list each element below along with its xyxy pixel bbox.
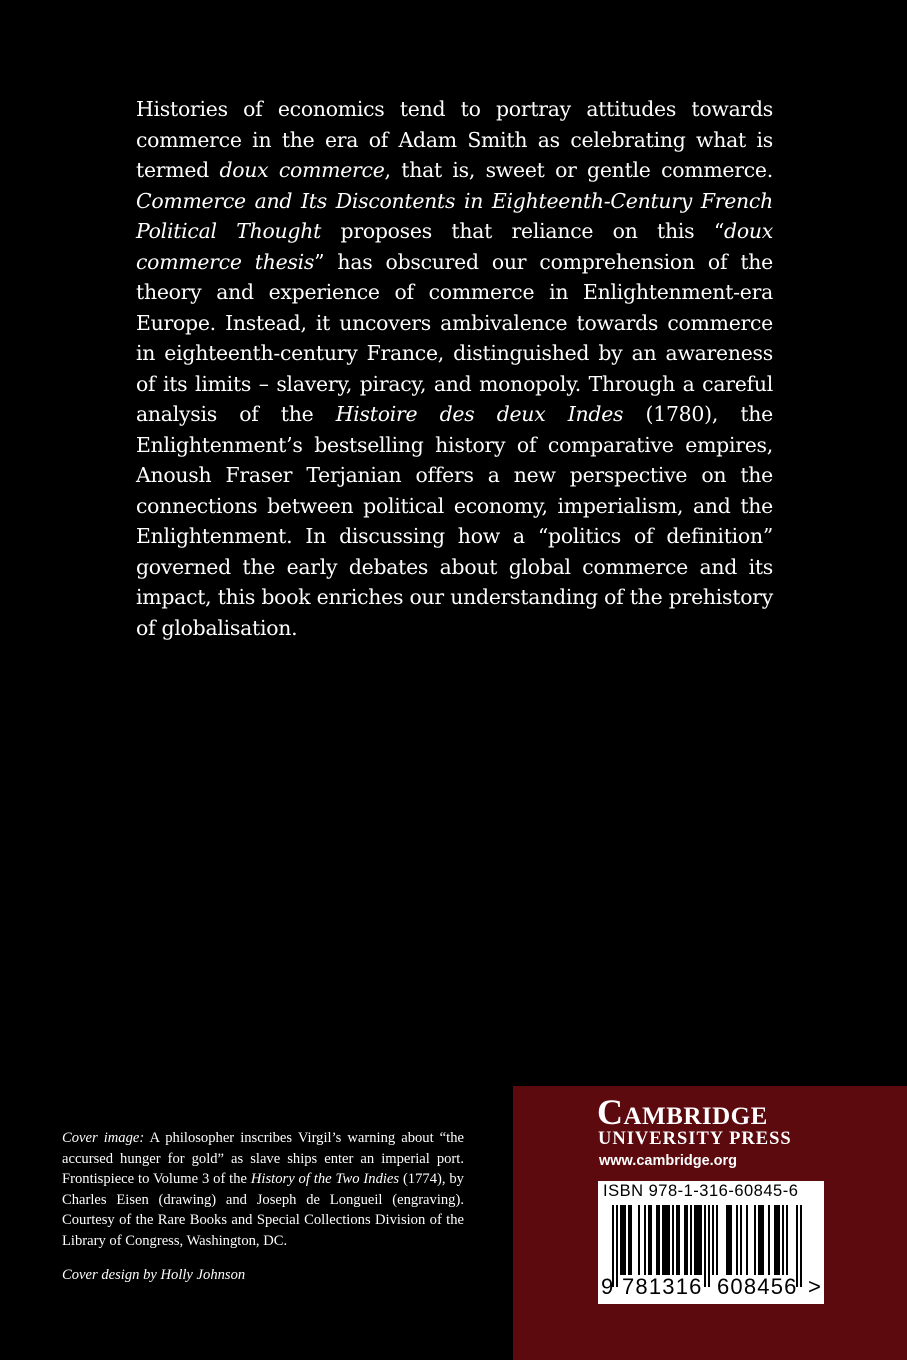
barcode-bar	[762, 1205, 764, 1275]
barcode-bar	[620, 1205, 622, 1275]
barcode-bar	[716, 1205, 718, 1275]
barcode-bar	[696, 1205, 698, 1275]
barcode-bar	[708, 1205, 710, 1287]
barcode-bar	[730, 1205, 732, 1275]
publisher-url[interactable]: www.cambridge.org	[599, 1153, 738, 1169]
barcode-bar	[726, 1205, 728, 1275]
cover-design-credit: Cover design by Holly Johnson	[62, 1266, 246, 1283]
barcode-bar	[776, 1205, 778, 1275]
barcode-bar	[638, 1205, 640, 1275]
blurb-segment: proposes that reliance on this “	[321, 219, 725, 243]
barcode-bar	[698, 1205, 700, 1275]
barcode-quiet-zone-mark: >	[808, 1274, 823, 1299]
cover-image-text-1: A philosopher inscribes Virgil’s warning about “the accursed hunger for gold” as slave ships enter an imperial port. Frontispiece to Volume 3 of the	[62, 1130, 464, 1188]
barcode-bar	[624, 1205, 626, 1275]
barcode-bar	[678, 1205, 680, 1275]
blurb-segment: , that is, sweet or gentle commerce.	[384, 158, 773, 182]
publisher-panel	[513, 1086, 907, 1360]
barcode-bar	[746, 1205, 748, 1275]
barcode-bar	[736, 1205, 738, 1275]
blurb-italic-segment: doux commerce	[219, 158, 385, 182]
barcode-bar	[664, 1205, 666, 1275]
barcode-bar	[684, 1205, 686, 1275]
blurb-italic-segment: Histoire des deux Indes	[335, 402, 624, 426]
publisher-subtitle: UNIVERSITY PRESS	[598, 1129, 792, 1149]
barcode-bar	[648, 1205, 650, 1275]
cover-image-italic-title: History of the Two Indies	[250, 1171, 400, 1188]
isbn-label: ISBN 978-1-316-60845-6	[603, 1182, 799, 1200]
barcode-bar	[672, 1205, 674, 1275]
barcode-first-digit: 9	[601, 1274, 615, 1299]
barcode-bar	[644, 1205, 646, 1275]
barcode-bar	[774, 1205, 776, 1275]
barcode-bar	[768, 1205, 770, 1275]
barcode-bar	[676, 1205, 678, 1275]
blurb-italic-segment: doux commerce thesis	[136, 219, 773, 274]
barcode-bar	[700, 1205, 702, 1275]
barcode-bar	[754, 1205, 756, 1275]
barcode-bar	[800, 1205, 802, 1287]
barcode	[598, 1181, 824, 1304]
barcode-bar	[690, 1205, 692, 1275]
publisher-name: Cambridge	[597, 1092, 768, 1132]
blurb-italic-segment: Commerce and Its Discontents in Eighteenth-Century French Political Thought	[136, 188, 773, 243]
barcode-bar	[694, 1205, 696, 1275]
cover-image-credit	[62, 1128, 464, 1252]
barcode-bar	[712, 1205, 714, 1275]
cover-image-text-2: (1774), by Charles Eisen (drawing) and Joseph de Longueil (engraving). Courtesy of the Rare Books and Special Collections Division of the Library of Congress, Washington, DC.	[62, 1171, 464, 1249]
barcode-bar	[778, 1205, 780, 1275]
barcode-bar	[622, 1205, 624, 1275]
barcode-left-digits: 781316	[622, 1274, 703, 1299]
barcode-bar	[728, 1205, 730, 1275]
barcode-bar	[758, 1205, 760, 1275]
barcode-bar	[668, 1205, 670, 1275]
barcode-right-digits: 608456	[717, 1274, 798, 1299]
blurb-segment: Histories of economics tend to portray attitudes towards commerce in the era of Adam Smith as celebrating what is termed	[136, 97, 773, 182]
barcode-bar	[628, 1205, 630, 1275]
barcode-bar	[658, 1205, 660, 1275]
cover-credits	[62, 1128, 464, 1285]
back-cover-blurb	[136, 94, 773, 643]
barcode-bar	[650, 1205, 652, 1275]
blurb-segment: ” has obscured our comprehension of the theory and experience of commerce in Enlightenment-era Europe. Instead, it uncovers ambivalence towards commerce in eighteenth-century France, distinguished by an awareness of its limits – slavery, piracy, and monopoly. Through a careful analysis of the	[136, 249, 773, 426]
cover-image-label: Cover image:	[62, 1130, 145, 1146]
barcode-bar	[782, 1205, 784, 1275]
barcode-bar	[704, 1205, 706, 1287]
barcode-bar	[656, 1205, 658, 1275]
barcode-bar	[662, 1205, 664, 1275]
barcode-bar	[760, 1205, 762, 1275]
barcode-bar	[616, 1205, 618, 1287]
barcode-bar	[666, 1205, 668, 1275]
barcode-bar	[786, 1205, 788, 1275]
barcode-bar	[630, 1205, 632, 1275]
barcode-bar	[686, 1205, 688, 1275]
barcode-bar	[740, 1205, 742, 1275]
blurb-segment: (1780), the Enlightenment’s bestselling history of comparative empires, Anoush Fraser Terjanian offers a new perspective on the connections between political economy, imperialism, and the Enlightenment. In discussing how a “politics of definition” governed the early debates about global commerce and its impact, this book enriches our understanding of the prehistory of globalisation.	[136, 402, 773, 640]
